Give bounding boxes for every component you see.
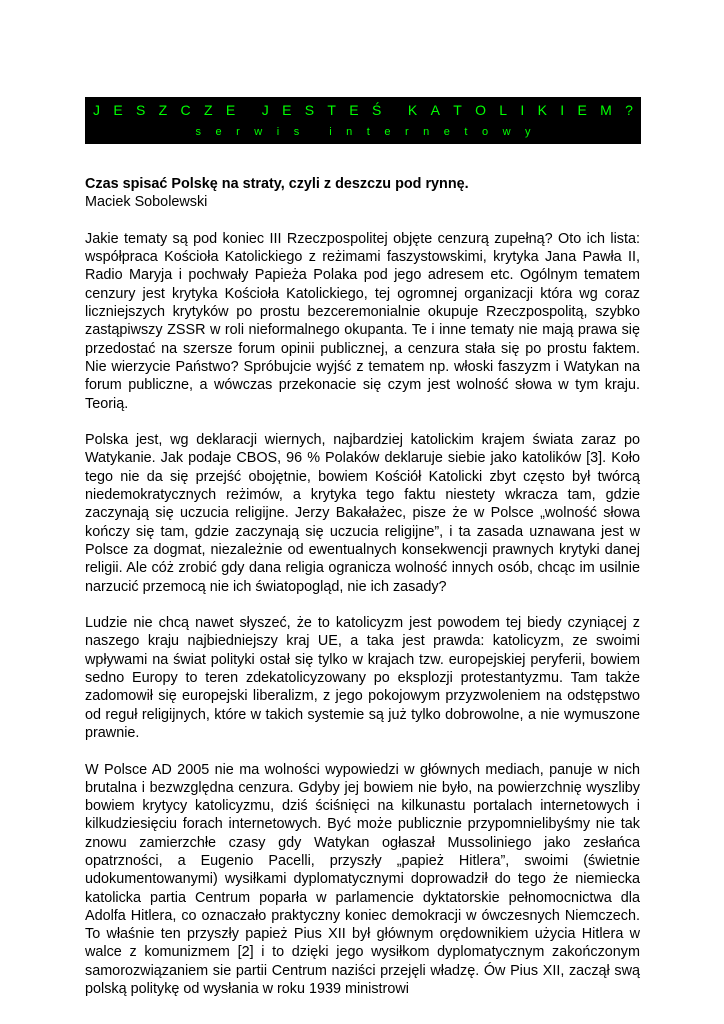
site-subtitle-letter: t xyxy=(464,126,468,138)
site-subtitle-letter: s xyxy=(195,126,201,138)
site-title-letter: Ś xyxy=(371,102,382,118)
site-subtitle-letter: o xyxy=(481,126,489,138)
site-subtitle-letter: s xyxy=(293,126,300,138)
site-title-letter: O xyxy=(475,102,486,118)
site-subtitle-letter: e xyxy=(443,126,450,138)
article-paragraph: Ludzie nie chcą nawet słyszeć, że to katolicyzm jest powodem tej biedy czyniącej z naszego kraju najbiedniejszy kraj UE, a taka jest prawda: katolicyzm, ze swoimi wpływami na świat polityki ostał się tylko w krajach tzw. europejskiej peryferii, bowiem sedno Europy to teren zdekatolicyzowany po eksplozji protestantyzmu. Tam także zadomowił się europejski liberalizm, z jego pokojowym przyzwoleniem na odstępstwo od reguł religijnych, które w takich systemie są już tylko dobrowolne, a nie wymuszone prawnie. xyxy=(85,615,640,741)
site-subtitle-word xyxy=(195,122,299,142)
article-title: Czas spisać Polskę na straty, czyli z deszczu pod rynnę. xyxy=(85,176,469,192)
site-title xyxy=(85,99,641,121)
site-title-letter: E xyxy=(282,102,292,118)
site-title-letter: E xyxy=(225,102,236,118)
site-title-letter: Z xyxy=(158,102,168,118)
site-subtitle-letter: r xyxy=(404,126,409,138)
site-subtitle-letter: w xyxy=(502,126,511,138)
site-subtitle-letter: i xyxy=(276,126,280,138)
site-subtitle-letter: e xyxy=(215,126,222,138)
site-title-letter: K xyxy=(537,102,547,118)
site-subtitle-letter: t xyxy=(366,126,370,138)
site-title-letter: Z xyxy=(203,102,213,118)
site-title-letter: E xyxy=(577,102,587,118)
site-title-letter: E xyxy=(113,102,123,118)
site-title-letter: A xyxy=(430,102,440,118)
article-author: Maciek Sobolewski xyxy=(85,194,208,211)
site-title-letter: K xyxy=(407,102,418,118)
site-subtitle-letter: r xyxy=(236,126,240,138)
site-subtitle-letter: n xyxy=(423,126,430,138)
site-title-letter: C xyxy=(180,102,191,118)
site-subtitle-letter: i xyxy=(329,126,332,138)
site-title-letter: I xyxy=(520,102,525,118)
site-title-letter: T xyxy=(327,102,336,118)
site-banner xyxy=(85,97,641,144)
site-title-letter: I xyxy=(560,102,565,118)
site-title-letter: T xyxy=(453,102,462,118)
site-title-letter: J xyxy=(261,102,269,118)
article-paragraph: Polska jest, wg deklaracji wiernych, najbardziej katolickim krajem świata zaraz po Watykanie. Jak podaje CBOS, 96 % Polaków deklaruje siebie jako katolików [3]. Koło tego nie da się przejść obojętnie, bowiem Kościół Katolicki zbyt często był twórcą niedemokratycznych reżimów, a krytyka tego faktu niestety wkracza tam, gdzie zaczynają się uczucia religijne. Jerzy Bakałażec, pisze że w Polsce „wolność słowa kończy się tam, gdzie zaczynają się uczucia religijne”, i ta zasada uznawana jest w Polsce za dogmat, niezależnie od ewentualnych konsekwencji prawnych krytyki danej religii. Ale cóż zrobić gdy dana religia ogranicza wolność innych osób, chcąc im usilnie narzucić przemocą nie ich światopogląd, nie ich zasady? xyxy=(85,432,640,595)
site-subtitle-letter: y xyxy=(525,126,531,138)
site-subtitle-letter: w xyxy=(254,126,263,138)
site-title-letter: J xyxy=(93,102,100,118)
site-title-letter: M xyxy=(600,102,612,118)
article-paragraph: W Polsce AD 2005 nie ma wolności wypowiedzi w głównych mediach, panuje w nich brutalna i bezwzględna cenzura. Gdyby jej bowiem nie było, na powierzchnię wyszliby bowiem krytycy katolicyzmu, dziś ściśnięci na kilkunastu portalach internetowych i kilkudziesięciu forach internetowych. Być może publicznie przypomnielibyśmy nie tak znowu zamierzchłe czasy gdy Watykan ogłaszał Mussoliniego jako zesłańca opatrzności, a Eugenio Pacelli, przyszły „papież Hitlera”, swoimi (świetnie udokumentowanymi) wysiłkami dyplomatycznymi doprowadził do tego że niemiecka katolicka partia Centrum poparła w parlamencie dyktatorskie pełnomocnictwa dla Adolfa Hitlera, co oznaczało praktyczny koniec demokracji w ówczesnych Niemczech. To właśnie ten przyszły papież Pius XII był głównym orędownikiem użycia Hitlera w walce z komunizmem [2] i to dzięki jego wysiłkom dyplomatycznym zakończonym samorozwiązaniem sie partii Centrum naziści przejęli władzę. Ów Pius XII, zaczął swą polską politykę od wysłania w roku 1939 ministrowi xyxy=(85,761,640,998)
site-title-letter: E xyxy=(349,102,359,118)
site-title-letter: L xyxy=(499,102,508,118)
site-subtitle-word xyxy=(329,122,530,142)
site-title-letter: S xyxy=(304,102,315,118)
article-body xyxy=(85,175,640,1017)
site-subtitle-letter: e xyxy=(384,126,391,138)
site-title-letter: ? xyxy=(625,102,633,118)
site-subtitle-letter: n xyxy=(346,126,353,138)
article-paragraph: Jakie tematy są pod koniec III Rzeczpospolitej objęte cenzurą zupełną? Oto ich lista: współpraca Kościoła Katolickiego z reżimami faszystowskimi, krytyka Jana Pawła II, Radio Maryja i pochwały Papieża Polaka pod jego adresem etc. Ogólnym tematem cenzury jest krytyka Kościoła Katolickiego, tej ogromnej organizacji która wg coraz liczniejszych krytyków po prostu bezceremonialnie okupuje Rzeczpospolitą, szybko zastąpiwszy ZSSR w roli nieformalnego okupanta. Te i inne tematy nie mają prawa się przedostać na szersze forum opinii publicznej, a cenzura stała się po prostu faktem. Nie wierzycie Państwo? Spróbujcie wyjść z tematem np. włoski faszyzm i Watykan na forum publiczne, a wówczas przekonacie się czym jest wolność słowa w tym kraju. Teorią. xyxy=(85,230,640,412)
site-subtitle xyxy=(85,122,641,142)
site-title-letter: S xyxy=(135,102,146,118)
